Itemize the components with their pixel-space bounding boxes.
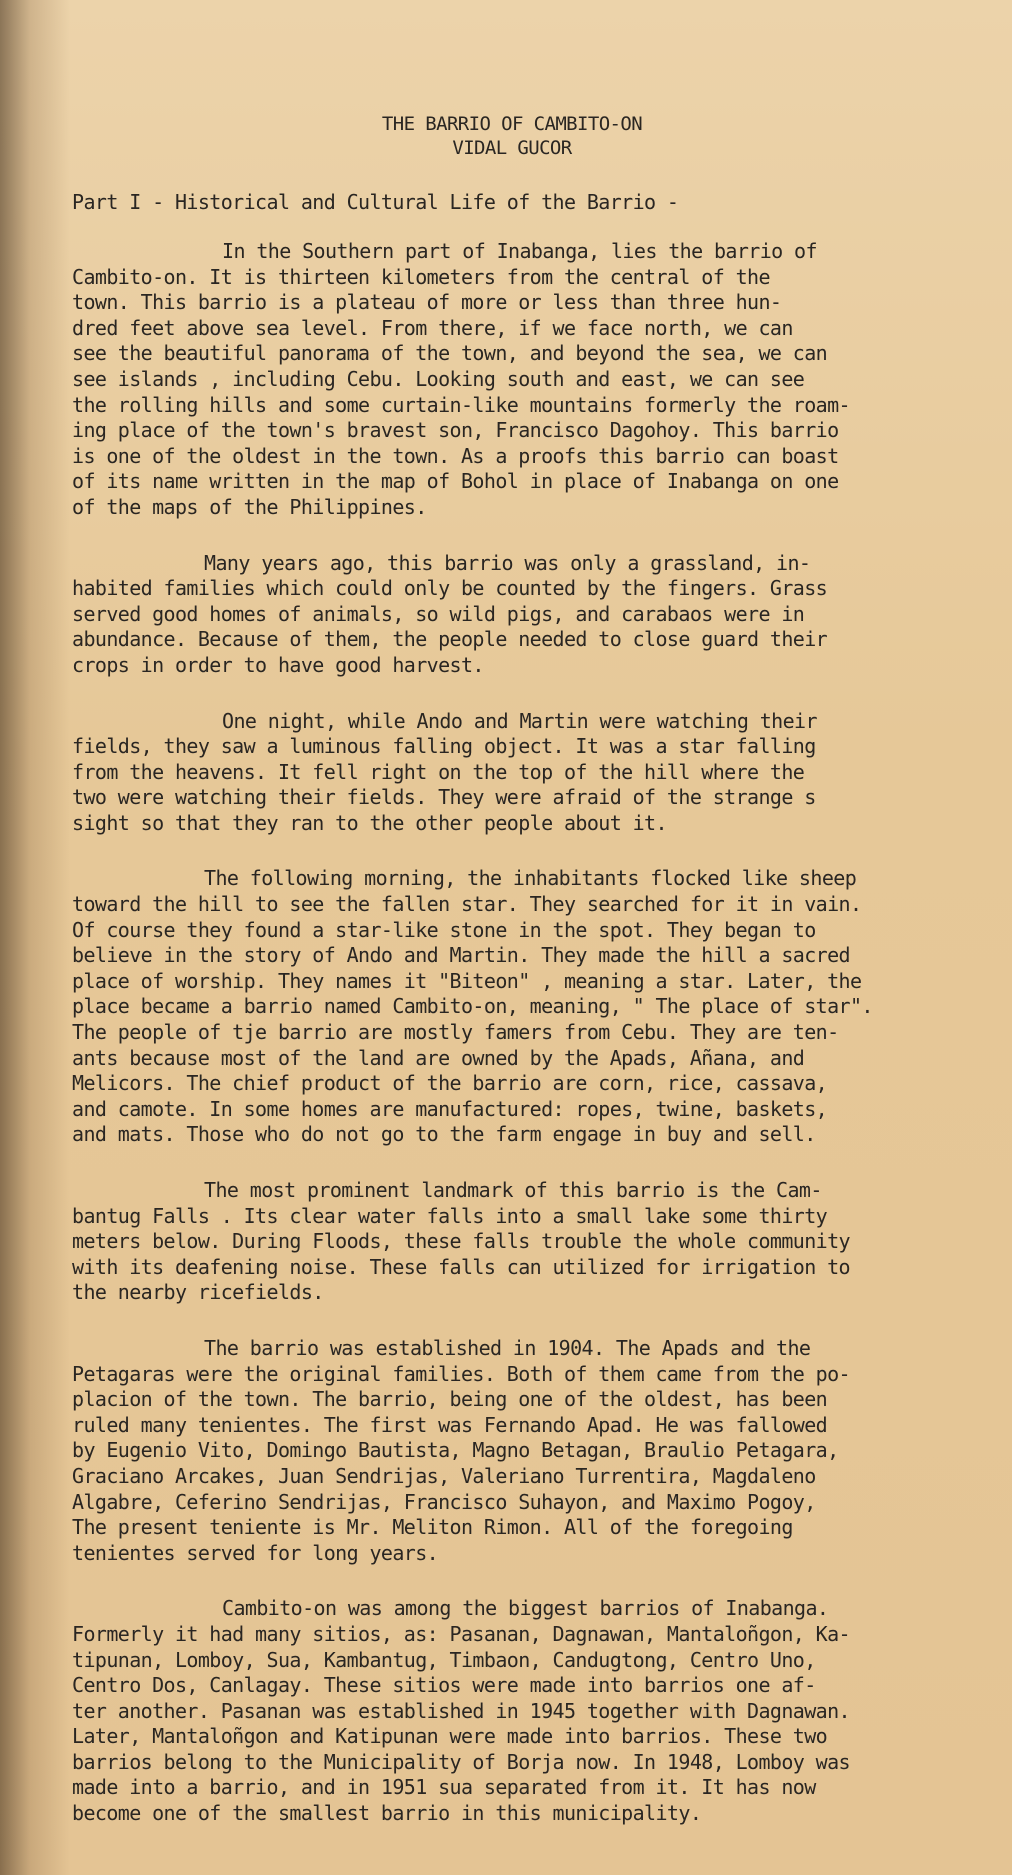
paragraph-line: of the maps of the Philippines.	[72, 494, 427, 519]
paragraph-line: Later, Mantaloñgon and Katipunan were made into barrios. These two	[72, 1724, 828, 1749]
paragraph-line: Cambito-on was among the biggest barrios of Inabanga.	[222, 1596, 829, 1621]
paragraph-line: Melicors. The chief product of the barrio are corn, rice, cassava,	[72, 1071, 828, 1096]
paragraph-line: ter another. Pasanan was established in 1945 together with Dagnawan.	[72, 1698, 850, 1723]
paragraph-line: place became a barrio named Cambito-on, meaning, " The place of star".	[72, 994, 873, 1019]
document-title: THE BARRIO OF CAMBITO-ON	[381, 113, 643, 135]
paragraph-line: Algabre, Ceferino Sendrijas, Francisco Suhayon, and Maximo Pogoy,	[72, 1489, 816, 1514]
paragraph-line: ing place of the town's bravest son, Francisco Dagohoy. This barrio	[72, 418, 839, 443]
paragraph-line: In the Southern part of Inabanga, lies the barrio of	[222, 239, 817, 263]
paragraph-line: believe in the story of Ando and Martin. They made the hill a sacred	[72, 943, 850, 968]
paragraph-line: place of worship. They names it "Biteon" , meaning a star. Later, the	[72, 968, 862, 993]
part-heading: Part I - Historical and Cultural Life of the Barrio -	[72, 190, 679, 214]
paragraph-line: abundance. Because of them, the people needed to close guard their	[72, 627, 828, 652]
paragraph-line: Graciano Arcakes, Juan Sendrijas, Valeriano Turrentira, Magdaleno	[72, 1463, 816, 1488]
paragraph-line: and camote. In some homes are manufactured: ropes, twine, baskets,	[72, 1096, 828, 1121]
paragraph	[72, 1178, 932, 1306]
paragraph-line: The barrio was established in 1904. The Apads and the	[204, 1335, 811, 1360]
paragraph-line: and mats. Those who do not go to the farm engage in buy and sell.	[72, 1122, 816, 1147]
paragraph-line: ants because most of the land are owned by the Apads, Añana, and	[72, 1045, 805, 1070]
paragraph	[72, 1336, 932, 1566]
paragraph-line: served good homes of animals, so wild pigs, and carabaos were in	[72, 601, 805, 626]
paragraph	[72, 551, 932, 679]
paragraph-line: bantug Falls . Its clear water falls into a small lake some thirty	[72, 1203, 828, 1228]
paragraph-line: habited families which could only be counted by the fingers. Grass	[72, 576, 828, 601]
paragraph-line: Formerly it had many sitios, as: Pasanan, Dagnawan, Mantaloñgon, Ka-	[72, 1621, 850, 1646]
paragraph-line: Centro Dos, Canlagay. These sitios were made into barrios one af-	[72, 1673, 816, 1698]
paragraph	[72, 1596, 932, 1826]
paragraph-line: toward the hill to see the fallen star. They searched for it in vain.	[72, 892, 862, 917]
paragraph	[72, 709, 932, 837]
paragraph-line: made into a barrio, and in 1951 sua separated from it. It has now	[72, 1775, 816, 1800]
paragraph-line: the nearby ricefields.	[72, 1280, 324, 1305]
paragraph-line: sight so that they ran to the other people about it.	[72, 810, 667, 835]
paragraph-line: The people of tje barrio are mostly famers from Cebu. They are ten-	[72, 1020, 839, 1045]
paragraph-line: The most prominent landmark of this barrio is the Cam-	[204, 1178, 822, 1202]
paragraph-line: two were watching their fields. They were afraid of the strange s	[72, 785, 816, 810]
paragraph-line: The following morning, the inhabitants flocked like sheep	[204, 866, 857, 891]
paragraph-line: become one of the smallest barrio in this municipality.	[72, 1801, 702, 1826]
paragraph-line: Cambito-on. It is thirteen kilometers from the central of the	[72, 264, 770, 289]
paragraph-line: tipunan, Lomboy, Sua, Kambantug, Timbaon, Candugtong, Centro Uno,	[72, 1647, 816, 1672]
paragraph-line: Many years ago, this barrio was only a grassland, in-	[204, 550, 811, 575]
paragraph-line: from the heavens. It fell right on the top of the hill where the	[72, 759, 805, 784]
paragraph-line: see islands , including Cebu. Looking south and east, we can see	[72, 366, 805, 391]
paragraph-line: crops in order to have good harvest.	[72, 652, 484, 677]
paragraph-line: see the beautiful panorama of the town, and beyond the sea, we can	[72, 341, 828, 366]
paragraph-line: with its deafening noise. These falls can utilized for irrigation to	[72, 1254, 850, 1279]
paragraph-line: Petagaras were the original families. Both of them came from the po-	[72, 1361, 850, 1386]
paragraph-line: The present teniente is Mr. Meliton Rimon. All of the foregoing	[72, 1515, 793, 1540]
paragraph-line: meters below. During Floods, these falls trouble the whole community	[72, 1229, 850, 1254]
paragraph-line: placion of the town. The barrio, being one of the oldest, has been	[72, 1387, 828, 1412]
paragraph-line: barrios belong to the Municipality of Borja now. In 1948, Lomboy was	[72, 1749, 850, 1774]
paragraph-line: tenientes served for long years.	[72, 1540, 439, 1565]
paragraph-line: town. This barrio is a plateau of more or less than three hun-	[72, 290, 782, 315]
body-paragraphs	[72, 239, 932, 1827]
paragraph-line: is one of the oldest in the town. As a proofs this barrio can boast	[72, 443, 839, 468]
paragraph	[72, 866, 932, 1148]
paragraph-line: of its name written in the map of Bohol in place of Inabanga on one	[72, 469, 839, 494]
paragraph	[72, 239, 932, 521]
paragraph-line: the rolling hills and some curtain-like mountains formerly the roam-	[72, 392, 850, 417]
paragraph-line: Of course they found a star-like stone in the spot. They began to	[72, 917, 816, 942]
document-author: VIDAL GUCOR	[452, 137, 572, 159]
paragraph-line: by Eugenio Vito, Domingo Bautista, Magno Betagan, Braulio Petagara,	[72, 1438, 839, 1463]
paragraph-line: ruled many tenientes. The first was Fernando Apad. He was fallowed	[72, 1412, 828, 1437]
paragraph-line: dred feet above sea level. From there, if we face north, we can	[72, 315, 793, 340]
paragraph-line: fields, they saw a luminous falling object. It was a star falling	[72, 734, 816, 759]
paragraph-line: One night, while Ando and Martin were watching their	[222, 708, 817, 733]
typewritten-document	[72, 112, 932, 1857]
